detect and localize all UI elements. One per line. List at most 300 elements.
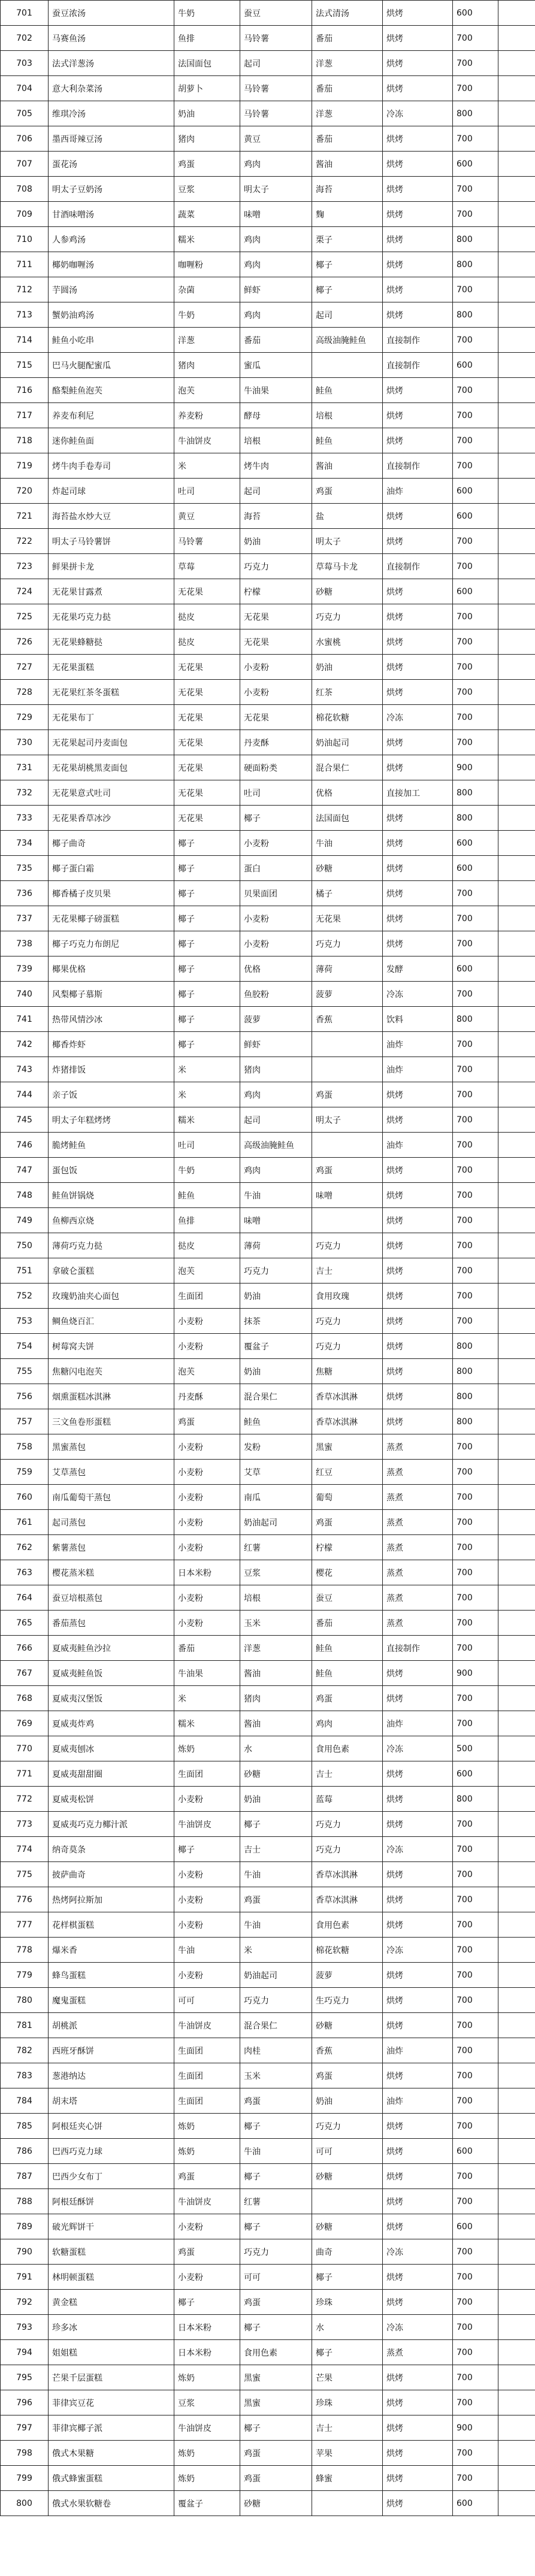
ingredient-3-cell: 苹果 xyxy=(312,2441,383,2466)
price-cell: 700 xyxy=(453,705,498,730)
empty-cell xyxy=(498,1761,535,1787)
ingredient-1-cell: 小麦粉 xyxy=(174,1434,240,1460)
ingredient-2-cell: 蜜瓜 xyxy=(240,353,312,378)
method-cell: 烘烤 xyxy=(383,1183,453,1208)
ingredient-3-cell: 食用色素 xyxy=(312,1736,383,1761)
recipe-id-cell: 734 xyxy=(1,831,49,856)
price-cell: 700 xyxy=(453,982,498,1007)
price-cell: 700 xyxy=(453,1636,498,1661)
table-row xyxy=(1,1485,535,1510)
table-row xyxy=(1,2340,535,2365)
recipe-name-cell: 蛋包饭 xyxy=(49,1158,174,1183)
price-cell: 700 xyxy=(453,1032,498,1057)
recipe-name-cell: 无花果起司丹麦面包 xyxy=(49,730,174,755)
method-cell: 烘烤 xyxy=(383,2063,453,2088)
ingredient-1-cell: 泡芙 xyxy=(174,1258,240,1284)
ingredient-1-cell: 豆浆 xyxy=(174,177,240,202)
empty-cell xyxy=(498,1284,535,1309)
price-cell: 800 xyxy=(453,1787,498,1812)
method-cell: 冷冻 xyxy=(383,982,453,1007)
ingredient-1-cell: 鲑鱼 xyxy=(174,1183,240,1208)
recipe-id-cell: 737 xyxy=(1,906,49,931)
recipe-name-cell: 芒果千层蛋糕 xyxy=(49,2365,174,2390)
table-row xyxy=(1,2189,535,2214)
method-cell: 烘烤 xyxy=(383,1409,453,1434)
ingredient-1-cell: 鱼排 xyxy=(174,26,240,51)
ingredient-3-cell: 高级油腌鲑鱼 xyxy=(312,328,383,353)
recipe-id-cell: 776 xyxy=(1,1887,49,1912)
ingredient-3-cell: 巧克力 xyxy=(312,1812,383,1837)
recipe-id-cell: 771 xyxy=(1,1761,49,1787)
ingredient-3-cell: 鸡肉 xyxy=(312,1711,383,1736)
ingredient-3-cell: 水 xyxy=(312,2315,383,2340)
recipe-id-cell: 795 xyxy=(1,2365,49,2390)
method-cell: 烘烤 xyxy=(383,1233,453,1258)
table-row xyxy=(1,2390,535,2415)
price-cell: 900 xyxy=(453,755,498,780)
ingredient-1-cell: 蔬菜 xyxy=(174,202,240,227)
ingredient-2-cell: 肉桂 xyxy=(240,2038,312,2063)
ingredient-2-cell: 小麦粉 xyxy=(240,680,312,705)
recipe-name-cell: 鱼柳西京烧 xyxy=(49,1208,174,1233)
recipe-id-cell: 744 xyxy=(1,1082,49,1107)
recipe-id-cell: 740 xyxy=(1,982,49,1007)
ingredient-2-cell: 艾草 xyxy=(240,1460,312,1485)
table-row xyxy=(1,755,535,780)
table-row xyxy=(1,1535,535,1560)
method-cell: 油炸 xyxy=(383,479,453,504)
empty-cell xyxy=(498,1032,535,1057)
ingredient-1-cell: 法国面包 xyxy=(174,51,240,76)
empty-cell xyxy=(498,2013,535,2038)
ingredient-1-cell: 椰子 xyxy=(174,956,240,982)
recipe-name-cell: 蟹奶油鸡汤 xyxy=(49,302,174,328)
price-cell: 700 xyxy=(453,931,498,956)
ingredient-1-cell: 马铃薯 xyxy=(174,529,240,554)
empty-cell xyxy=(498,931,535,956)
ingredient-1-cell: 小麦粉 xyxy=(174,1887,240,1912)
recipe-id-cell: 789 xyxy=(1,2214,49,2239)
price-cell: 700 xyxy=(453,2265,498,2290)
price-cell: 800 xyxy=(453,302,498,328)
ingredient-2-cell: 鸡肉 xyxy=(240,152,312,177)
recipe-id-cell: 764 xyxy=(1,1585,49,1611)
price-cell: 700 xyxy=(453,1107,498,1133)
recipe-name-cell: 夏威夷炸鸡 xyxy=(49,1711,174,1736)
table-row xyxy=(1,504,535,529)
price-cell: 800 xyxy=(453,1384,498,1409)
empty-cell xyxy=(498,2340,535,2365)
empty-cell xyxy=(498,51,535,76)
ingredient-3-cell: 巧克力 xyxy=(312,1334,383,1359)
ingredient-2-cell: 可可 xyxy=(240,2265,312,2290)
method-cell: 烘烤 xyxy=(383,2265,453,2290)
recipe-name-cell: 椰果优格 xyxy=(49,956,174,982)
method-cell: 烘烤 xyxy=(383,202,453,227)
ingredient-2-cell: 鸡肉 xyxy=(240,1158,312,1183)
empty-cell xyxy=(498,227,535,252)
recipe-id-cell: 732 xyxy=(1,780,49,806)
table-row xyxy=(1,353,535,378)
method-cell: 烘烤 xyxy=(383,1887,453,1912)
ingredient-3-cell: 奶油 xyxy=(312,655,383,680)
recipe-id-cell: 702 xyxy=(1,26,49,51)
recipe-id-cell: 798 xyxy=(1,2441,49,2466)
empty-cell xyxy=(498,1107,535,1133)
ingredient-1-cell: 咖喱粉 xyxy=(174,252,240,277)
price-cell: 700 xyxy=(453,1258,498,1284)
recipe-id-cell: 772 xyxy=(1,1787,49,1812)
recipe-id-cell: 796 xyxy=(1,2390,49,2415)
recipe-id-cell: 755 xyxy=(1,1359,49,1384)
recipe-id-cell: 778 xyxy=(1,1938,49,1963)
ingredient-1-cell: 小麦粉 xyxy=(174,1912,240,1938)
table-row xyxy=(1,328,535,353)
table-row xyxy=(1,1711,535,1736)
ingredient-1-cell: 养麦粉 xyxy=(174,403,240,428)
table-row xyxy=(1,479,535,504)
recipe-name-cell: 鲑鱼小吃串 xyxy=(49,328,174,353)
recipe-id-cell: 704 xyxy=(1,76,49,101)
price-cell: 700 xyxy=(453,2340,498,2365)
table-row xyxy=(1,1183,535,1208)
ingredient-3-cell: 巧克力 xyxy=(312,931,383,956)
ingredient-2-cell: 鸡肉 xyxy=(240,302,312,328)
recipe-id-cell: 763 xyxy=(1,1560,49,1585)
table-row xyxy=(1,252,535,277)
method-cell: 冷冻 xyxy=(383,1837,453,1862)
recipe-id-cell: 723 xyxy=(1,554,49,579)
table-row xyxy=(1,1258,535,1284)
method-cell: 烘烤 xyxy=(383,1912,453,1938)
ingredient-1-cell: 米 xyxy=(174,1686,240,1711)
recipe-id-cell: 786 xyxy=(1,2139,49,2164)
table-row xyxy=(1,1736,535,1761)
recipe-name-cell: 紫薯蒸包 xyxy=(49,1535,174,1560)
empty-cell xyxy=(498,453,535,479)
price-cell: 700 xyxy=(453,2114,498,2139)
ingredient-3-cell: 葡萄 xyxy=(312,1485,383,1510)
ingredient-3-cell: 椰子 xyxy=(312,277,383,302)
method-cell: 烘烤 xyxy=(383,629,453,655)
method-cell: 烘烤 xyxy=(383,2139,453,2164)
recipe-id-cell: 783 xyxy=(1,2063,49,2088)
table-row xyxy=(1,1434,535,1460)
ingredient-2-cell: 鱼胶粉 xyxy=(240,982,312,1007)
ingredient-3-cell: 巧克力 xyxy=(312,604,383,629)
table-row xyxy=(1,931,535,956)
ingredient-3-cell: 栗子 xyxy=(312,227,383,252)
empty-cell xyxy=(498,856,535,881)
ingredient-1-cell: 炼奶 xyxy=(174,2365,240,2390)
recipe-id-cell: 790 xyxy=(1,2239,49,2265)
recipe-name-cell: 破光辉饼干 xyxy=(49,2214,174,2239)
table-row xyxy=(1,2114,535,2139)
recipe-id-cell: 760 xyxy=(1,1485,49,1510)
table-row xyxy=(1,554,535,579)
table-row xyxy=(1,1082,535,1107)
recipe-name-cell: 椰子曲奇 xyxy=(49,831,174,856)
recipe-name-cell: 珍多冰 xyxy=(49,2315,174,2340)
recipe-name-cell: 鲑鱼饼锅烧 xyxy=(49,1183,174,1208)
ingredient-1-cell: 小麦粉 xyxy=(174,1485,240,1510)
ingredient-1-cell: 胡萝卜 xyxy=(174,76,240,101)
ingredient-1-cell: 椰子 xyxy=(174,881,240,906)
ingredient-2-cell: 洋葱 xyxy=(240,1636,312,1661)
recipe-id-cell: 716 xyxy=(1,378,49,403)
table-row xyxy=(1,1309,535,1334)
table-row xyxy=(1,856,535,881)
method-cell: 蒸煮 xyxy=(383,1434,453,1460)
price-cell: 700 xyxy=(453,1711,498,1736)
empty-cell xyxy=(498,101,535,126)
ingredient-1-cell: 椰子 xyxy=(174,1032,240,1057)
method-cell: 烘烤 xyxy=(383,252,453,277)
method-cell: 烘烤 xyxy=(383,655,453,680)
method-cell: 烘烤 xyxy=(383,428,453,453)
table-row xyxy=(1,1359,535,1384)
ingredient-1-cell: 草莓 xyxy=(174,554,240,579)
ingredient-3-cell: 椰子 xyxy=(312,2265,383,2290)
recipe-id-cell: 726 xyxy=(1,629,49,655)
ingredient-3-cell: 鸡蛋 xyxy=(312,1686,383,1711)
method-cell: 蒸煮 xyxy=(383,1535,453,1560)
table-row xyxy=(1,177,535,202)
ingredient-1-cell: 椰子 xyxy=(174,982,240,1007)
recipe-id-cell: 713 xyxy=(1,302,49,328)
empty-cell xyxy=(498,1434,535,1460)
method-cell: 烘烤 xyxy=(383,2013,453,2038)
table-row xyxy=(1,1560,535,1585)
recipe-name-cell: 葱港纳达 xyxy=(49,2063,174,2088)
ingredient-1-cell: 椰子 xyxy=(174,831,240,856)
ingredient-3-cell: 奶油 xyxy=(312,2088,383,2114)
method-cell: 烘烤 xyxy=(383,1787,453,1812)
method-cell: 烘烤 xyxy=(383,881,453,906)
recipe-name-cell: 椰子蛋白霜 xyxy=(49,856,174,881)
ingredient-3-cell: 柠檬 xyxy=(312,1535,383,1560)
ingredient-1-cell: 米 xyxy=(174,453,240,479)
method-cell: 烘烤 xyxy=(383,579,453,604)
table-row xyxy=(1,2038,535,2063)
ingredient-3-cell: 砂糖 xyxy=(312,579,383,604)
empty-cell xyxy=(498,428,535,453)
recipe-name-cell: 南瓜葡萄干蒸包 xyxy=(49,1485,174,1510)
recipe-id-cell: 727 xyxy=(1,655,49,680)
recipe-id-cell: 792 xyxy=(1,2290,49,2315)
empty-cell xyxy=(498,2365,535,2390)
ingredient-3-cell: 培根 xyxy=(312,403,383,428)
ingredient-1-cell: 炼奶 xyxy=(174,2139,240,2164)
price-cell: 600 xyxy=(453,579,498,604)
ingredient-3-cell: 番茄 xyxy=(312,26,383,51)
empty-cell xyxy=(498,2265,535,2290)
ingredient-2-cell: 小麦粉 xyxy=(240,906,312,931)
method-cell: 烘烤 xyxy=(383,504,453,529)
ingredient-3-cell: 酱油 xyxy=(312,152,383,177)
ingredient-3-cell: 水蜜桃 xyxy=(312,629,383,655)
recipe-name-cell: 马赛鱼汤 xyxy=(49,26,174,51)
table-row xyxy=(1,1208,535,1233)
ingredient-1-cell: 炼奶 xyxy=(174,2441,240,2466)
ingredient-3-cell: 海苔 xyxy=(312,177,383,202)
ingredient-3-cell: 薄荷 xyxy=(312,956,383,982)
table-row xyxy=(1,1107,535,1133)
recipe-name-cell: 夏威夷松饼 xyxy=(49,1787,174,1812)
ingredient-1-cell: 泡芙 xyxy=(174,378,240,403)
method-cell: 烘烤 xyxy=(383,931,453,956)
price-cell: 700 xyxy=(453,202,498,227)
ingredient-1-cell: 牛油饼皮 xyxy=(174,2013,240,2038)
ingredient-3-cell xyxy=(312,2491,383,2516)
empty-cell xyxy=(498,1988,535,2013)
empty-cell xyxy=(498,1158,535,1183)
method-cell: 烘烤 xyxy=(383,2114,453,2139)
empty-cell xyxy=(498,881,535,906)
table-row xyxy=(1,1988,535,2013)
method-cell: 烘烤 xyxy=(383,2390,453,2415)
empty-cell xyxy=(498,1812,535,1837)
recipe-name-cell: 维琪冷汤 xyxy=(49,101,174,126)
empty-cell xyxy=(498,655,535,680)
recipe-id-cell: 799 xyxy=(1,2466,49,2491)
recipe-name-cell: 蜂鸟蛋糕 xyxy=(49,1963,174,1988)
recipe-id-cell: 775 xyxy=(1,1862,49,1887)
empty-cell xyxy=(498,1711,535,1736)
ingredient-2-cell: 牛油 xyxy=(240,1862,312,1887)
ingredient-2-cell: 南瓜 xyxy=(240,1485,312,1510)
recipe-name-cell: 蚕豆浓汤 xyxy=(49,1,174,26)
ingredient-3-cell: 鲑鱼 xyxy=(312,428,383,453)
ingredient-1-cell: 生面团 xyxy=(174,1761,240,1787)
empty-cell xyxy=(498,906,535,931)
ingredient-1-cell: 小麦粉 xyxy=(174,1787,240,1812)
table-row xyxy=(1,378,535,403)
empty-cell xyxy=(498,1938,535,1963)
ingredient-3-cell: 砂糖 xyxy=(312,2214,383,2239)
ingredient-3-cell: 优格 xyxy=(312,780,383,806)
table-row xyxy=(1,2164,535,2189)
recipe-name-cell: 菲律宾椰子派 xyxy=(49,2415,174,2441)
ingredient-3-cell: 巧克力 xyxy=(312,1309,383,1334)
method-cell: 冷冻 xyxy=(383,2239,453,2265)
table-row xyxy=(1,529,535,554)
table-row xyxy=(1,51,535,76)
recipe-name-cell: 甘酒味噌汤 xyxy=(49,202,174,227)
recipe-name-cell: 意大利杂菜汤 xyxy=(49,76,174,101)
ingredient-3-cell: 明太子 xyxy=(312,529,383,554)
recipe-id-cell: 791 xyxy=(1,2265,49,2290)
ingredient-2-cell: 鸡蛋 xyxy=(240,2088,312,2114)
ingredient-1-cell: 米 xyxy=(174,1057,240,1082)
ingredient-2-cell: 牛油 xyxy=(240,1912,312,1938)
method-cell: 油炸 xyxy=(383,1711,453,1736)
recipe-id-cell: 751 xyxy=(1,1258,49,1284)
ingredient-1-cell: 米 xyxy=(174,1082,240,1107)
empty-cell xyxy=(498,2164,535,2189)
recipe-name-cell: 无花果蛋糕 xyxy=(49,655,174,680)
recipe-id-cell: 753 xyxy=(1,1309,49,1334)
price-cell: 700 xyxy=(453,2164,498,2189)
recipe-id-cell: 785 xyxy=(1,2114,49,2139)
ingredient-1-cell: 小麦粉 xyxy=(174,1535,240,1560)
method-cell: 烘烤 xyxy=(383,1988,453,2013)
price-cell: 700 xyxy=(453,177,498,202)
recipe-name-cell: 热烤阿拉斯加 xyxy=(49,1887,174,1912)
method-cell: 烘烤 xyxy=(383,126,453,152)
ingredient-1-cell: 无花果 xyxy=(174,780,240,806)
method-cell: 冷冻 xyxy=(383,1938,453,1963)
method-cell: 蒸煮 xyxy=(383,1460,453,1485)
table-row xyxy=(1,76,535,101)
ingredient-3-cell: 菠萝 xyxy=(312,982,383,1007)
method-cell: 烘烤 xyxy=(383,730,453,755)
empty-cell xyxy=(498,1057,535,1082)
method-cell: 烘烤 xyxy=(383,2466,453,2491)
recipe-id-cell: 708 xyxy=(1,177,49,202)
recipe-name-cell: 夏威夷刨冰 xyxy=(49,1736,174,1761)
price-cell: 700 xyxy=(453,529,498,554)
table-row xyxy=(1,2365,535,2390)
price-cell: 800 xyxy=(453,227,498,252)
recipe-id-cell: 710 xyxy=(1,227,49,252)
method-cell: 蒸煮 xyxy=(383,1585,453,1611)
price-cell: 700 xyxy=(453,2441,498,2466)
method-cell: 烘烤 xyxy=(383,1258,453,1284)
ingredient-2-cell: 菠萝 xyxy=(240,1007,312,1032)
method-cell: 蒸煮 xyxy=(383,1485,453,1510)
recipe-id-cell: 717 xyxy=(1,403,49,428)
price-cell: 700 xyxy=(453,1560,498,1585)
empty-cell xyxy=(498,252,535,277)
table-row xyxy=(1,2315,535,2340)
ingredient-2-cell: 丹麦酥 xyxy=(240,730,312,755)
empty-cell xyxy=(498,1258,535,1284)
table-row xyxy=(1,1661,535,1686)
recipe-name-cell: 明太子年糕烤烤 xyxy=(49,1107,174,1133)
ingredient-1-cell: 小麦粉 xyxy=(174,2265,240,2290)
ingredient-3-cell: 曲奇 xyxy=(312,2239,383,2265)
ingredient-3-cell: 番茄 xyxy=(312,1611,383,1636)
ingredient-1-cell: 可可 xyxy=(174,1988,240,2013)
recipe-name-cell: 亲子饭 xyxy=(49,1082,174,1107)
ingredient-1-cell: 挞皮 xyxy=(174,604,240,629)
ingredient-3-cell: 蜂蜜 xyxy=(312,2466,383,2491)
ingredient-2-cell: 红薯 xyxy=(240,2189,312,2214)
ingredient-3-cell: 酱油 xyxy=(312,453,383,479)
empty-cell xyxy=(498,1963,535,1988)
ingredient-2-cell: 椰子 xyxy=(240,2114,312,2139)
recipe-name-cell: 巴西少女布丁 xyxy=(49,2164,174,2189)
ingredient-1-cell: 鸡蛋 xyxy=(174,1409,240,1434)
ingredient-1-cell: 无花果 xyxy=(174,705,240,730)
empty-cell xyxy=(498,1334,535,1359)
ingredient-3-cell: 麴 xyxy=(312,202,383,227)
ingredient-3-cell: 红茶 xyxy=(312,680,383,705)
empty-cell xyxy=(498,1460,535,1485)
recipe-id-cell: 738 xyxy=(1,931,49,956)
table-row xyxy=(1,302,535,328)
recipe-id-cell: 797 xyxy=(1,2415,49,2441)
empty-cell xyxy=(498,831,535,856)
ingredient-1-cell: 鱼排 xyxy=(174,1208,240,1233)
recipe-id-cell: 747 xyxy=(1,1158,49,1183)
empty-cell xyxy=(498,2290,535,2315)
recipe-id-cell: 777 xyxy=(1,1912,49,1938)
method-cell: 烘烤 xyxy=(383,152,453,177)
ingredient-2-cell: 牛油果 xyxy=(240,378,312,403)
recipe-name-cell: 蛋花汤 xyxy=(49,152,174,177)
